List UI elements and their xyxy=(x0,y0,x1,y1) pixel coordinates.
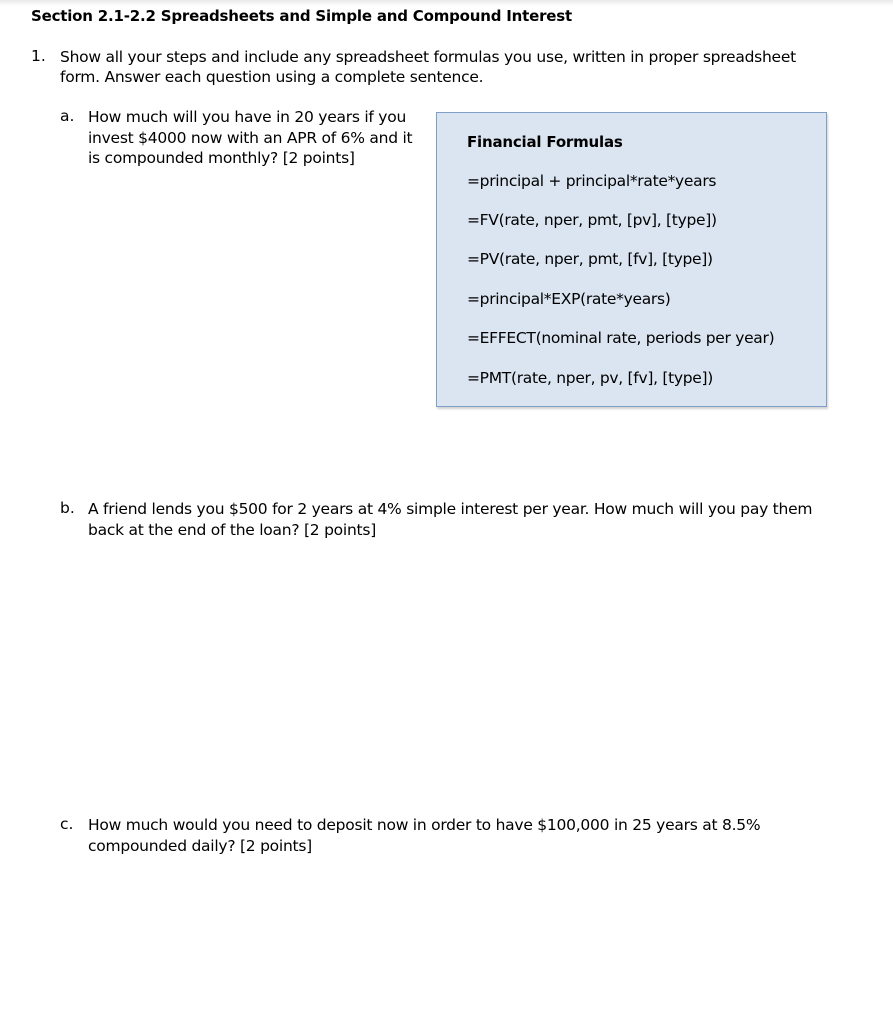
part-a-text: How much will you have in 20 years if you invest $4000 now with an APR of 6% and it is compounded monthly? [2 points] xyxy=(88,108,413,167)
part-b-text: A friend lends you $500 for 2 years at 4% simple interest per year. How much will you pay them back at the end of the loan? [2 points] xyxy=(88,500,813,539)
section-heading: Section 2.1-2.2 Spreadsheets and Simple and Compound Interest xyxy=(31,7,572,25)
part-b-letter: b. xyxy=(60,499,75,517)
formula-continuous: =principal*EXP(rate*years) xyxy=(467,290,671,308)
formulas-title: Financial Formulas xyxy=(467,133,623,151)
formula-effect: =EFFECT(nominal rate, periods per year) xyxy=(467,329,775,347)
page-top-shadow xyxy=(0,0,893,6)
question-number: 1. xyxy=(31,47,46,65)
formula-simple-interest: =principal + principal*rate*years xyxy=(467,172,717,190)
financial-formulas-box xyxy=(436,112,827,407)
part-a-letter: a. xyxy=(60,107,75,125)
part-c-text: How much would you need to deposit now in order to have $100,000 in 25 years at 8.5% compounded daily? [2 points] xyxy=(88,816,761,855)
formula-pmt: =PMT(rate, nper, pv, [fv], [type]) xyxy=(467,369,713,387)
formula-pv: =PV(rate, nper, pmt, [fv], [type]) xyxy=(467,250,713,268)
question-instructions: Show all your steps and include any spreadsheet formulas you use, written in proper spreadsheet form. Answer each question using a complete sentence. xyxy=(60,48,796,86)
part-c-letter: c. xyxy=(60,815,74,833)
formula-fv: =FV(rate, nper, pmt, [pv], [type]) xyxy=(467,211,717,229)
